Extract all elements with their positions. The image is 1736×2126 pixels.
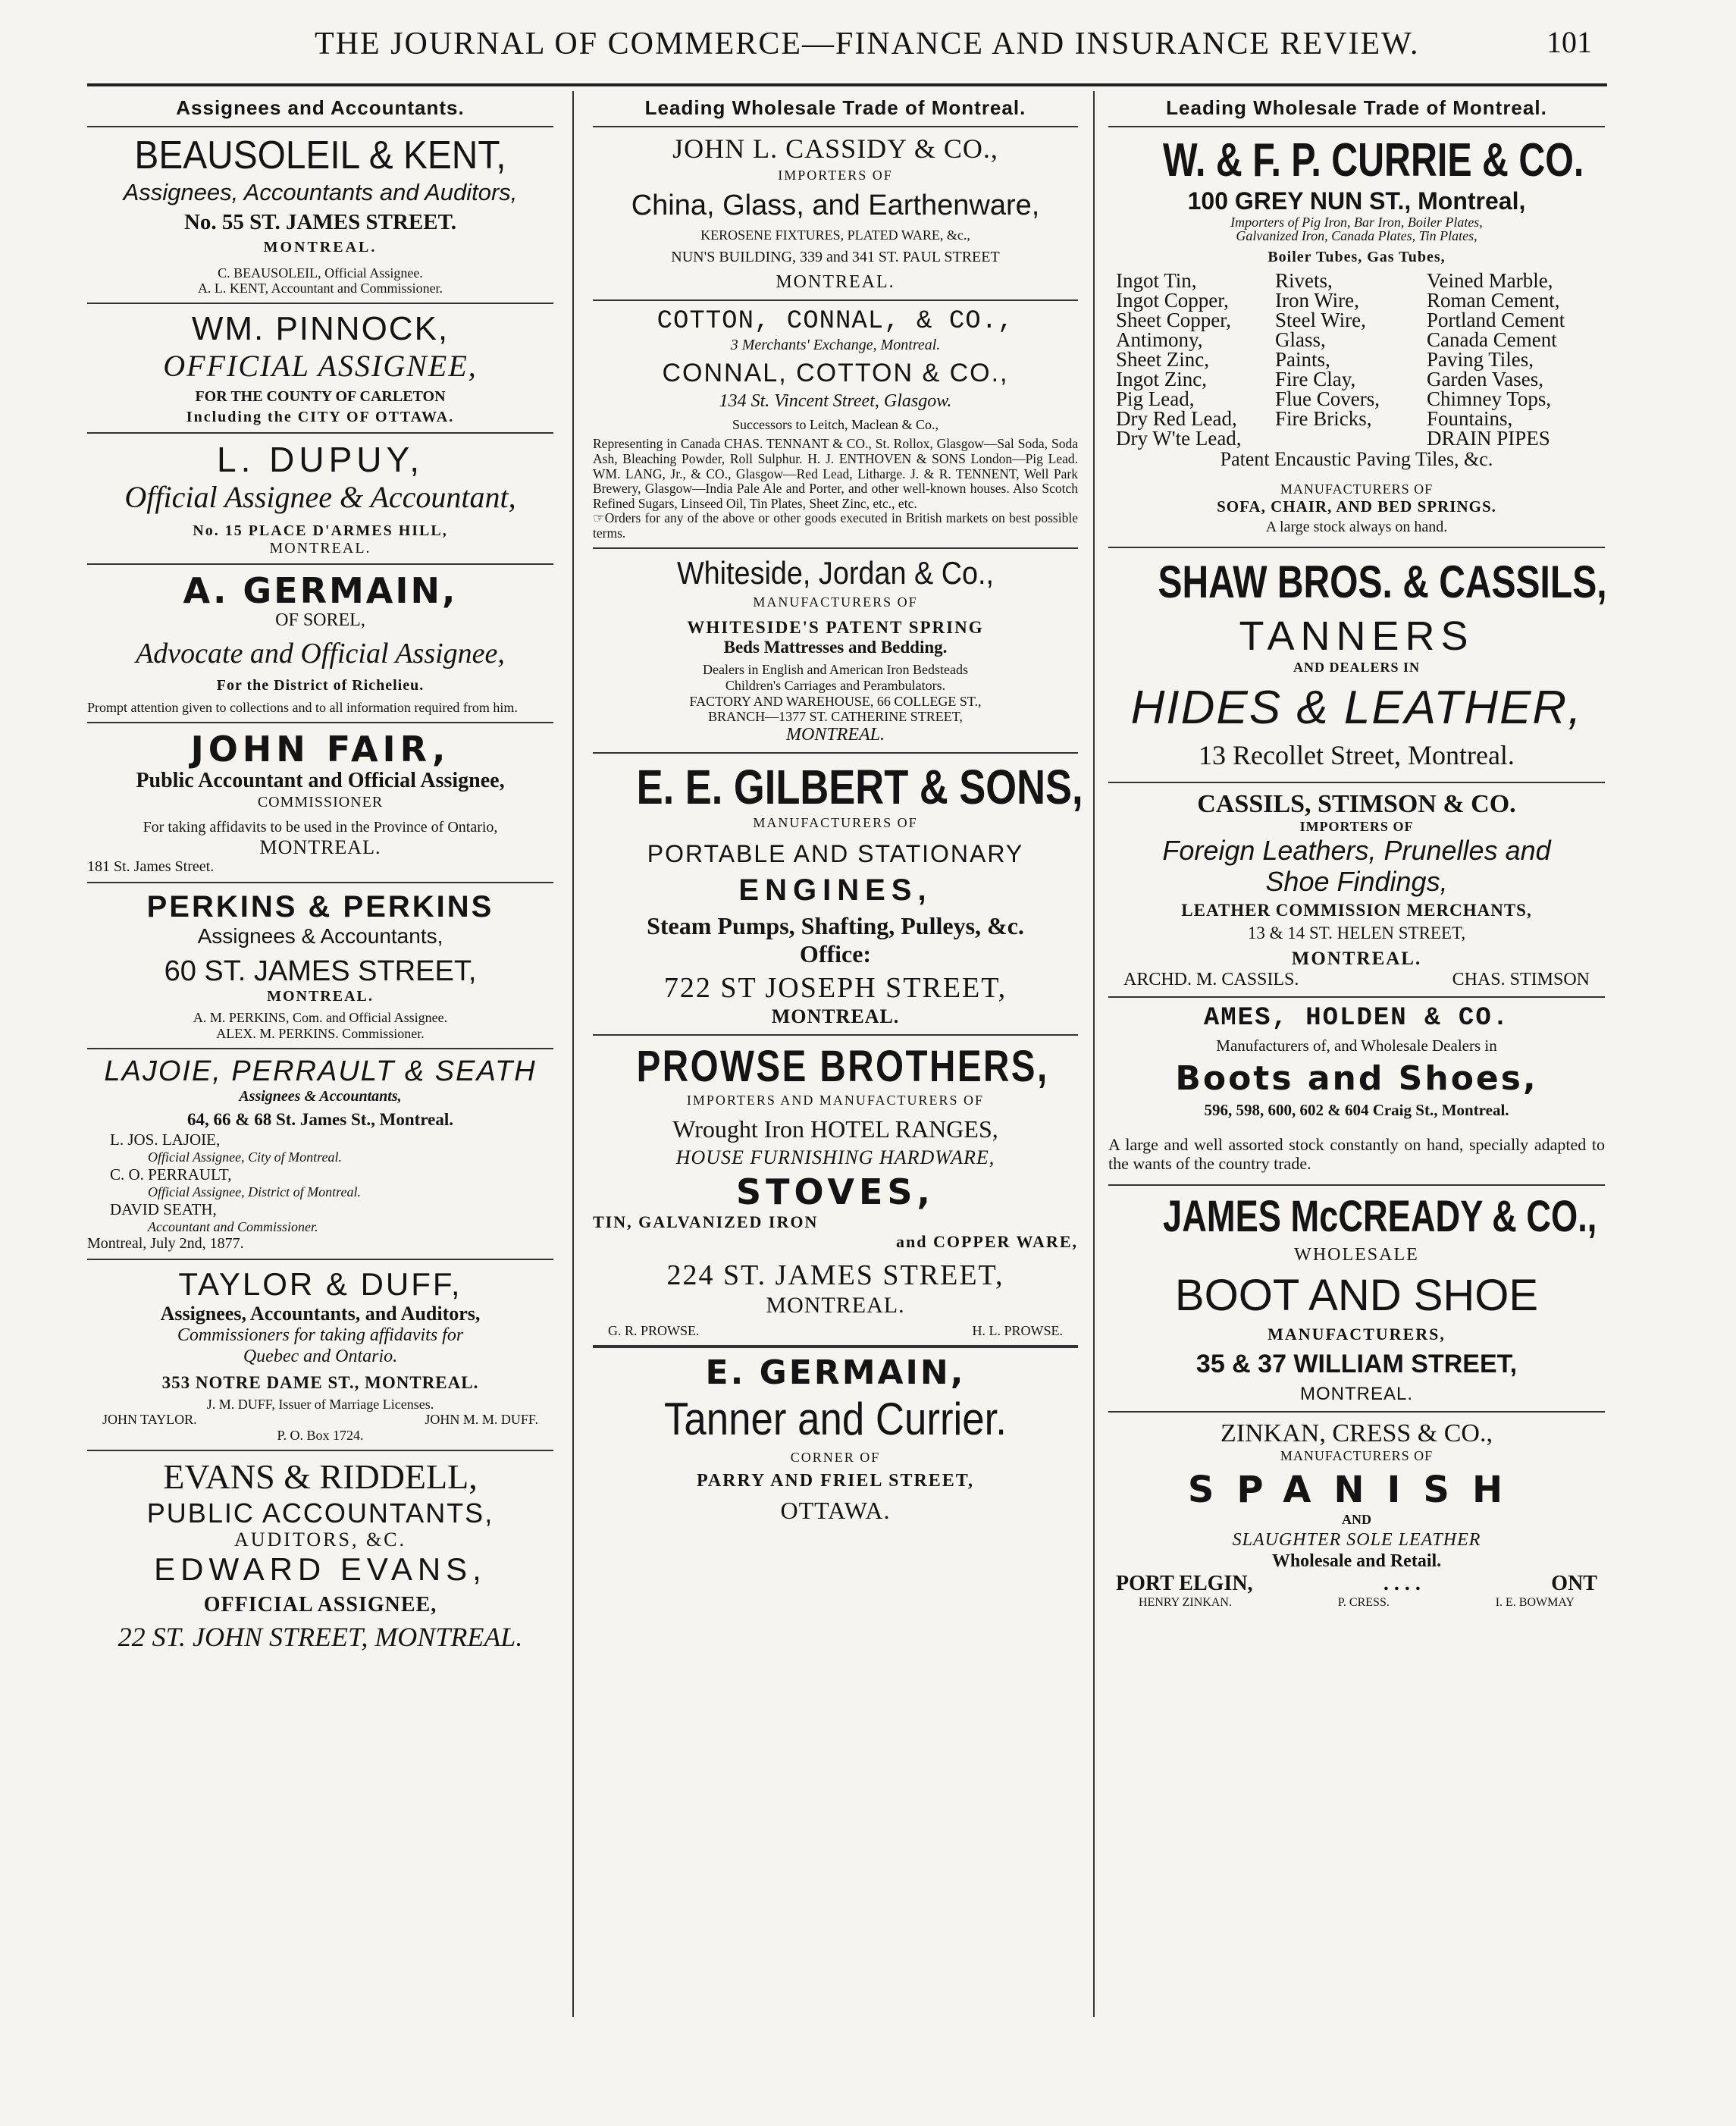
ad-place: OF SOREL, <box>275 610 365 631</box>
journal-title: THE JOURNAL OF COMMERCE—FINANCE AND INSURANCE REVIEW. <box>315 27 1420 61</box>
ad-address: 181 St. James Street. <box>87 858 215 876</box>
ad-line: BRANCH—1377 ST. CATHERINE STREET, <box>708 709 963 725</box>
ad-shaw-cassils <box>1108 556 1605 771</box>
ad-line: C. BEAUSOLEIL, Official Assignee. <box>218 265 423 281</box>
ad-name: TAYLOR & DUFF, <box>178 1265 462 1302</box>
ad-address: 3 Merchants' Exchange, Montreal. <box>730 337 941 354</box>
ad-name: Whiteside, Jordan & Co., <box>676 554 995 591</box>
ad-product-2: SLAUGHTER SOLE LEATHER <box>1232 1530 1481 1551</box>
metal-item: Roman Cement, <box>1427 288 1560 312</box>
divider <box>593 299 1078 301</box>
ad-e-germain <box>593 1354 1078 1525</box>
ad-city: MONTREAL. <box>267 988 374 1005</box>
column-assignees <box>87 97 553 1653</box>
ad-sub: MANUFACTURERS OF <box>1280 1447 1434 1463</box>
ad-cassidy <box>593 133 1078 293</box>
metal-item: Fire Clay, <box>1275 367 1356 390</box>
ad-name: PROWSE BROTHERS, <box>636 1042 1049 1092</box>
ad-address: 353 NOTRE DAME ST., MONTREAL. <box>161 1373 479 1393</box>
ad-whiteside <box>593 555 1078 746</box>
ad-dots: . . . . <box>1383 1572 1421 1596</box>
ad-person: EDWARD EVANS, <box>154 1551 487 1588</box>
column-divider <box>1093 91 1095 2017</box>
ad-prowse <box>593 1042 1078 1339</box>
ad-address: 722 ST JOSEPH STREET, <box>663 972 1007 1005</box>
ad-taylor-duff <box>87 1266 553 1444</box>
ad-right-name: JOHN M. M. DUFF. <box>425 1412 538 1428</box>
section-title: Assignees and Accountants. <box>176 96 465 119</box>
metal-item: Antimony, <box>1116 328 1203 351</box>
column-divider <box>572 91 574 2017</box>
ad-province: ONT <box>1551 1572 1597 1596</box>
divider <box>87 1048 553 1049</box>
ad-line: Shoe Findings, <box>1265 866 1448 898</box>
metal-item: Glass, <box>1275 328 1326 351</box>
ad-name: E. E. GILBERT & SONS, <box>636 759 1083 814</box>
ad-name: E. GERMAIN, <box>705 1353 966 1393</box>
ad-line: Foreign Leathers, Prunelles and <box>1162 834 1551 866</box>
divider <box>87 722 553 723</box>
ad-name: JOHN FAIR, <box>190 728 450 770</box>
ad-line: Boiler Tubes, Gas Tubes, <box>1268 248 1446 265</box>
ad-line: Wholesale and Retail. <box>1271 1551 1442 1571</box>
ad-product: Boots and Shoes, <box>1175 1058 1538 1098</box>
divider <box>87 126 553 127</box>
page-header <box>0 23 1736 68</box>
ad-name: W. & F. P. CURRIE & CO. <box>1163 133 1584 187</box>
divider <box>1108 126 1605 127</box>
ad-city: MONTREAL. <box>766 1292 905 1318</box>
ad-city: MONTREAL. <box>776 272 895 293</box>
ad-sub: IMPORTERS AND MANUFACTURERS OF <box>686 1092 985 1108</box>
metals-list <box>1108 268 1605 450</box>
ad-line: J. M. DUFF, Issuer of Marriage Licenses. <box>206 1396 434 1412</box>
metal-item: Flue Covers, <box>1275 387 1380 410</box>
ad-place-row <box>1108 1572 1605 1596</box>
ad-box: P. O. Box 1724. <box>277 1428 364 1444</box>
ad-goods-2: KEROSENE FIXTURES, PLATED WARE, &c., <box>700 227 970 243</box>
ad-note: For taking affidavits to be used in the Province of Ontario, <box>143 818 498 836</box>
ad-address: 35 & 37 WILLIAM STREET, <box>1195 1349 1518 1378</box>
metal-item: Paints, <box>1275 347 1330 371</box>
ad-role: Assignees & Accountants, <box>197 924 443 949</box>
ad-role: Assignees, Accountants and Auditors, <box>123 178 518 205</box>
ad-role: Tanner and Currier. <box>664 1393 1007 1444</box>
ad-name: L. DUPUY, <box>216 439 425 479</box>
divider <box>87 563 553 565</box>
ad-line: Wrought Iron HOTEL RANGES, <box>672 1115 998 1143</box>
ad-line: Including the CITY OF OTTAWA. <box>186 408 455 425</box>
ad-sub: MANUFACTURERS OF <box>753 815 918 831</box>
ad-pinnock <box>87 310 553 426</box>
ad-line: Galvanized Iron, Canada Plates, Tin Plates, <box>1236 227 1477 243</box>
ad-person: C. O. PERRAULT, <box>110 1165 232 1184</box>
ad-orders: Orders for any of the above or other goods executed in British markets on best possible terms. <box>593 510 1078 541</box>
ad-name: SHAW BROS. & CASSILS, <box>1158 556 1607 607</box>
metal-item: Rivets, <box>1275 268 1333 292</box>
metal-item: Dry Red Lead, <box>1116 406 1237 430</box>
divider <box>1108 1184 1605 1186</box>
metal-item: Garden Vases, <box>1427 367 1543 390</box>
ad-right-name: CHAS. STIMSON <box>1452 970 1590 990</box>
metal-item: Veined Marble, <box>1427 268 1553 292</box>
ad-line: ENGINES, <box>738 873 932 907</box>
ad-left-name: ARCHD. M. CASSILS. <box>1123 970 1299 990</box>
metals-col-b <box>1275 268 1427 448</box>
ad-successors: Successors to Leitch, Maclean & Co., <box>732 416 939 432</box>
ad-address: 64, 66 & 68 St. James St., Montreal. <box>187 1110 453 1130</box>
ad-line: PORTABLE AND STATIONARY <box>647 840 1024 868</box>
ad-zinkan-cress <box>1108 1419 1605 1610</box>
ad-evans-riddell <box>87 1457 553 1653</box>
ad-names <box>593 1319 1078 1339</box>
ad-title: COMMISSIONER <box>257 793 384 811</box>
ad-germain-sorel <box>87 571 553 716</box>
ad-name: ZINKAN, CRESS & CO., <box>1221 1419 1493 1447</box>
ad-line: Dealers in English and American Iron Bedsteads <box>703 662 968 678</box>
ad-title: OFFICIAL ASSIGNEE, <box>203 1592 437 1616</box>
ad-role: Assignees & Accountants, <box>239 1088 402 1105</box>
ad-name: COTTON, CONNAL, & CO., <box>656 306 1014 336</box>
ad-date: Montreal, July 2nd, 1877. <box>87 1234 244 1252</box>
metal-item: Chimney Tops, <box>1427 387 1552 410</box>
ad-orders-line <box>593 511 1078 541</box>
ad-name: EVANS & RIDDELL, <box>163 1457 478 1497</box>
metal-item: Sheet Zinc, <box>1116 347 1209 371</box>
header-rule <box>87 83 1607 86</box>
ad-city: MONTREAL. <box>785 725 885 745</box>
metal-item: DRAIN PIPES <box>1427 426 1550 450</box>
ad-note: Commissioners for taking affidavits for <box>177 1325 464 1346</box>
ad-name: JOHN L. CASSIDY & CO., <box>672 133 998 164</box>
metal-item: Ingot Copper, <box>1116 288 1229 312</box>
divider <box>1108 1411 1605 1413</box>
ad-right-name: H. L. PROWSE. <box>972 1323 1063 1339</box>
ad-person-role: Accountant and Commissioner. <box>148 1218 318 1234</box>
divider <box>593 752 1078 754</box>
ad-sub: AND DEALERS IN <box>1293 659 1421 675</box>
ad-body: Representing in Canada CHAS. TENNANT & CO., St. Rollox, Glasgow—Sal Soda, Soda Ash, Bleaching Powder, Roll Sulphur. H. J. ENTHOVEN & SONS London—Pig Lead. WM. LANG, Jr., & CO., Glasgow—Red Lead, Litharge. J. & R. TENNENT, Well Park Brewery, Glasgow—India Pale Ale and Porter, and other well-known houses. Also Scotch Refined Sugars, Linseed Oil, Tin Plates, Sheet Zinc, etc., etc. <box>593 436 1078 511</box>
ad-address: 224 ST. JAMES STREET, <box>666 1259 1004 1291</box>
ad-lajoie <box>87 1055 553 1253</box>
ad-role: Public Accountant and Official Assignee, <box>136 769 505 793</box>
ad-person-role: Official Assignee, District of Montreal. <box>148 1184 361 1199</box>
ad-place: PORT ELGIN, <box>1116 1572 1253 1596</box>
ad-name-2: P. CRESS. <box>1337 1596 1390 1610</box>
divider <box>1108 547 1605 548</box>
ad-address: No. 15 PLACE D'ARMES HILL, <box>193 522 448 539</box>
ad-role: TANNERS <box>1239 613 1474 659</box>
ad-sub: Manufacturers of, and Wholesale Dealers in <box>1216 1036 1497 1055</box>
divider <box>1108 996 1605 998</box>
pointing-hand-icon: ☞ <box>593 510 605 526</box>
ad-product: SPANISH <box>1187 1469 1526 1512</box>
ad-office: Office: <box>799 939 872 967</box>
section-title: Leading Wholesale Trade of Montreal. <box>1166 96 1547 119</box>
ad-role: Official Assignee & Accountant, <box>124 479 516 514</box>
ad-role2: AUDITORS, &C. <box>233 1529 407 1551</box>
ad-ames-holden <box>1108 1004 1605 1173</box>
divider <box>87 432 553 434</box>
ad-line: Children's Carriages and Perambulators. <box>725 678 946 694</box>
ad-line: A large stock always on hand. <box>1265 518 1448 535</box>
ad-person: L. JOS. LAJOIE, <box>110 1130 221 1149</box>
ad-address: 596, 598, 600, 602 & 604 Craig St., Montreal. <box>1204 1101 1509 1120</box>
ad-address: 60 ST. JAMES STREET, <box>164 955 477 987</box>
divider <box>593 126 1078 127</box>
ad-and: AND <box>1342 1511 1371 1527</box>
column-wholesale-trade <box>593 96 1083 1525</box>
ad-name: CASSILS, STIMSON & CO. <box>1197 790 1516 819</box>
ad-gilbert <box>593 759 1083 1028</box>
ad-stoves: STOVES, <box>735 1171 935 1213</box>
column-wholesale-trade-2 <box>1108 97 1605 1610</box>
divider <box>1108 782 1605 783</box>
metal-item: Pig Lead, <box>1116 387 1195 410</box>
ad-name: LAJOIE, PERRAULT & SEATH <box>104 1055 537 1087</box>
ad-mccready <box>1108 1192 1605 1405</box>
ad-role: OFFICIAL ASSIGNEE, <box>163 348 478 383</box>
ad-person: DAVID SEATH, <box>110 1199 217 1218</box>
ad-name: PERKINS & PERKINS <box>146 890 494 924</box>
ad-line: A. M. PERKINS, Com. and Official Assignee. <box>193 1010 448 1026</box>
ad-product: BOOT AND SHOE <box>1174 1270 1539 1320</box>
ad-address-2: 134 St. Vincent Street, Glasgow. <box>719 391 952 412</box>
ad-line: Patent Encaustic Paving Tiles, &c. <box>1220 447 1493 470</box>
ad-sub: CORNER OF <box>790 1449 881 1465</box>
divider <box>87 1450 553 1451</box>
ad-name: JAMES McCREADY & CO., <box>1163 1191 1597 1241</box>
ad-cotton-connal <box>593 307 1078 541</box>
metal-item: Steel Wire, <box>1275 308 1366 331</box>
ad-name-2: CONNAL, COTTON & CO., <box>662 359 1009 388</box>
ad-address: 100 GREY NUN ST., Montreal, <box>1187 187 1526 215</box>
metal-item: Portland Cement <box>1427 308 1565 331</box>
ad-line: FACTORY AND WAREHOUSE, 66 COLLEGE ST., <box>689 693 982 709</box>
ad-address: No. 55 ST. JAMES STREET. <box>183 210 457 235</box>
ad-city: MONTREAL. <box>259 836 381 858</box>
metal-item: Sheet Copper, <box>1116 308 1231 331</box>
ad-name: WM. PINNOCK, <box>191 310 450 348</box>
ad-address: 13 Recollet Street, Montreal. <box>1199 739 1515 770</box>
ad-dupuy <box>87 440 553 557</box>
ad-beausoleil-kent <box>87 133 553 296</box>
ad-city: OTTAWA. <box>780 1497 891 1525</box>
metals-col-a <box>1116 268 1275 450</box>
ad-cassils-stimson <box>1108 789 1605 990</box>
ad-line: SOFA, CHAIR, AND BED SPRINGS. <box>1217 497 1496 516</box>
section-title: Leading Wholesale Trade of Montreal. <box>644 96 1026 119</box>
metals-col-c <box>1427 268 1593 450</box>
ad-role: Assignees, Accountants, and Auditors, <box>160 1303 481 1325</box>
ad-address: 13 & 14 ST. HELEN STREET, <box>1247 923 1466 943</box>
ad-name-3: I. E. BOWMAY <box>1495 1596 1575 1610</box>
metal-item: Dry W'te Lead, <box>1116 426 1242 450</box>
metal-item: Ingot Zinc, <box>1116 367 1207 390</box>
ad-sub-2: MANUFACTURERS, <box>1268 1324 1446 1344</box>
ad-address: NUN'S BUILDING, 339 and 341 ST. PAUL STREET <box>671 249 1000 266</box>
metal-item: Paving Tiles, <box>1427 347 1534 371</box>
ad-city: MONTREAL. <box>263 238 378 256</box>
ad-names <box>87 1412 553 1428</box>
ad-name: A. GERMAIN, <box>183 569 458 611</box>
ad-line: Importers of Pig Iron, Bar Iron, Boiler Plates, <box>1230 214 1483 230</box>
ad-role: PUBLIC ACCOUNTANTS, <box>146 1497 494 1529</box>
ad-line: Steam Pumps, Shafting, Pulleys, &c. <box>647 911 1024 939</box>
ad-left-name: JOHN TAYLOR. <box>102 1412 197 1428</box>
ad-line: HOUSE FURNISHING HARDWARE, <box>675 1146 995 1169</box>
ad-names <box>1108 970 1605 990</box>
divider <box>593 1345 1078 1348</box>
ad-name: BEAUSOLEIL & KENT, <box>134 133 506 177</box>
ad-city: MONTREAL. <box>269 539 371 557</box>
ad-goods: China, Glass, and Earthenware, <box>631 189 1040 221</box>
ad-note: Prompt attention given to collections and to all information required from him. <box>87 699 518 715</box>
metal-item: Fire Bricks, <box>1275 406 1372 430</box>
ad-name: AMES, HOLDEN & CO. <box>1203 1004 1510 1033</box>
divider <box>87 303 553 304</box>
ad-line: and COPPER WARE, <box>895 1231 1078 1251</box>
ad-note: A large and well assorted stock constantly on hand, specially adapted to the wants of the country trade. <box>1108 1135 1605 1173</box>
ad-left-name: G. R. PROWSE. <box>608 1323 700 1339</box>
ad-line: LEATHER COMMISSION MERCHANTS, <box>1181 900 1532 920</box>
metal-item: Fountains, <box>1427 406 1513 430</box>
ad-line: A. L. KENT, Accountant and Commissioner. <box>197 281 443 296</box>
ad-product: HIDES & LEATHER, <box>1130 682 1583 735</box>
ad-sub: IMPORTERS OF <box>1299 819 1414 835</box>
ad-sub: MANUFACTURERS OF <box>753 594 918 610</box>
ad-names <box>1108 1596 1605 1610</box>
ad-product: WHITESIDE'S PATENT SPRING <box>687 617 984 637</box>
metal-item: Canada Cement <box>1427 328 1557 351</box>
ad-line: FOR THE COUNTY OF CARLETON <box>195 387 446 405</box>
metal-item: Ingot Tin, <box>1116 268 1197 292</box>
page-number: 101 <box>1546 25 1592 59</box>
divider <box>87 1259 553 1260</box>
ad-sub: WHOLESALE <box>1294 1245 1419 1265</box>
ad-city: MONTREAL. <box>771 1005 900 1028</box>
ad-product-2: Beds Mattresses and Bedding. <box>723 637 948 657</box>
ad-city: MONTREAL. <box>1291 948 1422 969</box>
divider <box>87 882 553 883</box>
ad-note: Quebec and Ontario. <box>243 1346 398 1366</box>
ad-person-role: Official Assignee, City of Montreal. <box>148 1149 342 1165</box>
ad-line: ALEX. M. PERKINS. Commissioner. <box>216 1026 425 1042</box>
ad-currie <box>1108 133 1605 536</box>
ad-line: TIN, GALVANIZED IRON <box>593 1212 819 1231</box>
ad-name-1: HENRY ZINKAN. <box>1139 1596 1232 1610</box>
ad-address: PARRY AND FRIEL STREET, <box>696 1471 975 1491</box>
ad-sub: IMPORTERS OF <box>778 168 893 183</box>
ad-city: MONTREAL. <box>1299 1383 1413 1404</box>
ad-district: For the District of Richelieu. <box>216 676 425 694</box>
metal-item: Iron Wire, <box>1275 288 1359 312</box>
ad-perkins <box>87 889 553 1041</box>
ad-john-fair <box>87 729 553 876</box>
ad-address: 22 ST. JOHN STREET, MONTREAL. <box>118 1621 523 1652</box>
divider <box>593 1034 1078 1036</box>
ad-line: MANUFACTURERS OF <box>1280 481 1434 497</box>
ad-role: Advocate and Official Assignee, <box>136 638 505 670</box>
divider <box>593 547 1078 549</box>
